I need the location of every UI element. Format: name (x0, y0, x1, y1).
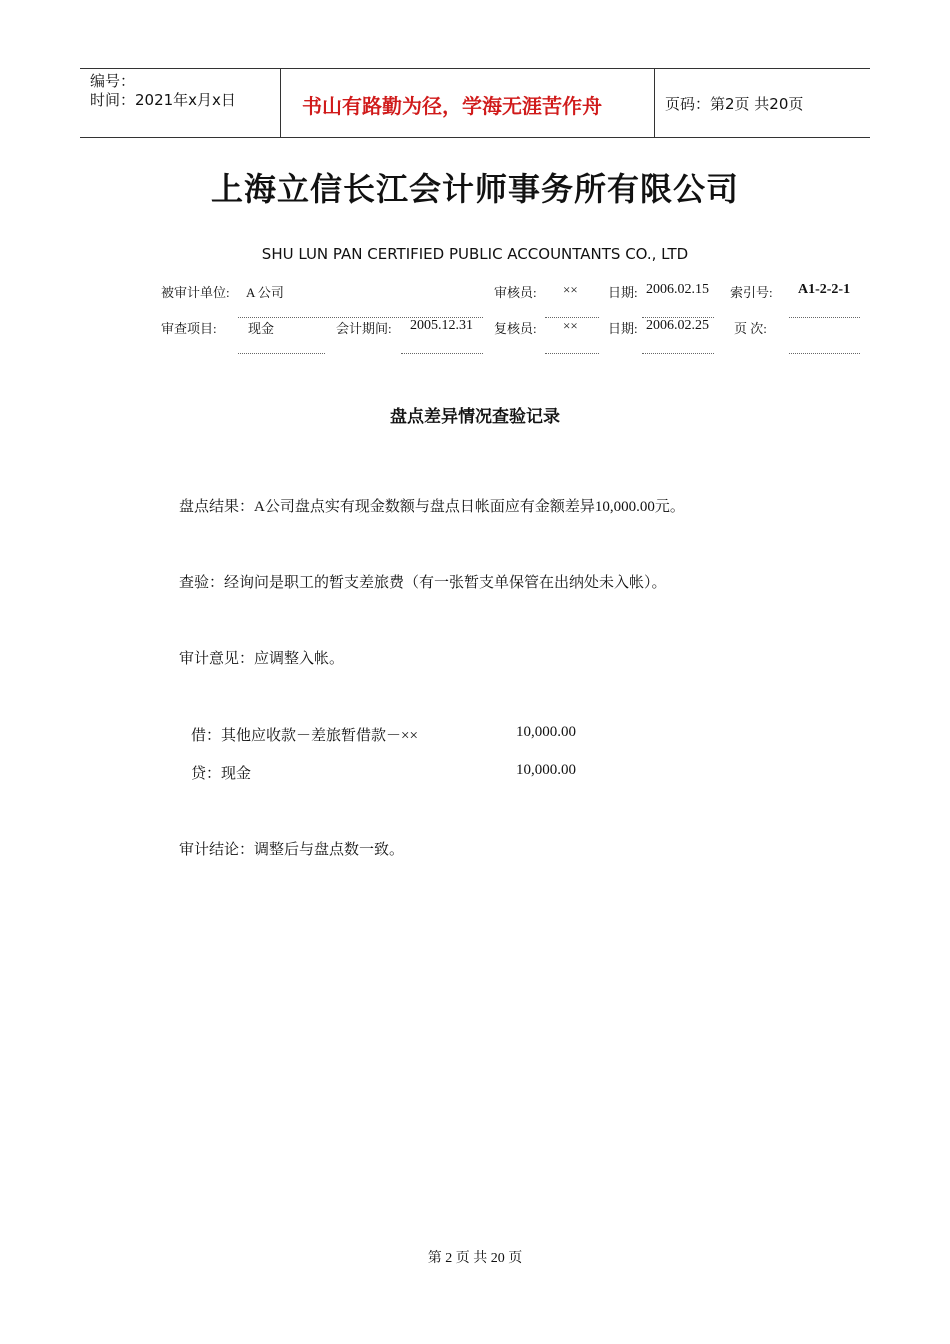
page-label: 页 次: (734, 321, 767, 336)
time-label: 时间：2021年x月x日 (90, 91, 236, 109)
number-label: 编号： (90, 72, 136, 90)
index-value: A1-2-2-1 (798, 282, 851, 297)
period-label: 会计期间: (336, 321, 392, 336)
rechecker-value: ×× (563, 318, 578, 333)
item-underline (238, 353, 325, 354)
debit-amount: 10,000.00 (516, 724, 576, 740)
debit-entry: 借：其他应收款－差旅暂借款－×× (191, 728, 418, 744)
reviewer-label: 审核员: (494, 285, 537, 300)
conclusion-text: 审计结论：调整后与盘点数一致。 (179, 842, 405, 858)
date-value: 2006.02.15 (646, 282, 709, 297)
header-divider (654, 69, 655, 137)
entity-label: 被审计单位: (161, 285, 230, 300)
opinion-text: 审计意见：应调整入帐。 (179, 651, 345, 667)
entity-value: A 公司 (246, 285, 284, 300)
date-label: 日期: (608, 285, 638, 300)
item-label: 审查项目: (161, 321, 217, 336)
period-underline (401, 353, 483, 354)
footer-page-number: 第 2 页 共 20 页 (427, 1251, 523, 1266)
item-value: 现金 (248, 321, 275, 336)
index-underline (789, 317, 860, 318)
period-value: 2005.12.31 (410, 318, 473, 333)
page-info: 页码：第2页 共20页 (665, 95, 804, 113)
inspection-text: 查验：经询问是职工的暂支差旅费（有一张暂支单保管在出纳处未入帐）。 (179, 575, 667, 591)
firm-name-en: SHU LUN PAN CERTIFIED PUBLIC ACCOUNTANTS CO., LTD (261, 245, 689, 263)
firm-name-cn: 上海立信长江会计师事务所有限公司 (210, 170, 739, 208)
rechecker-underline (545, 353, 599, 354)
index-label: 索引号: (730, 285, 773, 300)
credit-entry: 贷：现金 (191, 766, 252, 782)
date2-underline (642, 353, 714, 354)
date2-label: 日期: (608, 321, 638, 336)
date2-value: 2006.02.25 (646, 318, 709, 333)
rechecker-label: 复核员: (494, 321, 537, 336)
doc-title: 盘点差异情况查验记录 (390, 407, 560, 426)
reviewer-value: ×× (563, 282, 578, 297)
motto: 书山有路勤为径，学海无涯苦作舟 (302, 94, 602, 118)
credit-amount: 10,000.00 (516, 762, 576, 778)
header-divider (280, 69, 281, 137)
result-text: 盘点结果：A公司盘点实有现金数额与盘点日帐面应有金额差异10,000.00元。 (179, 499, 685, 515)
page-underline (789, 353, 860, 354)
